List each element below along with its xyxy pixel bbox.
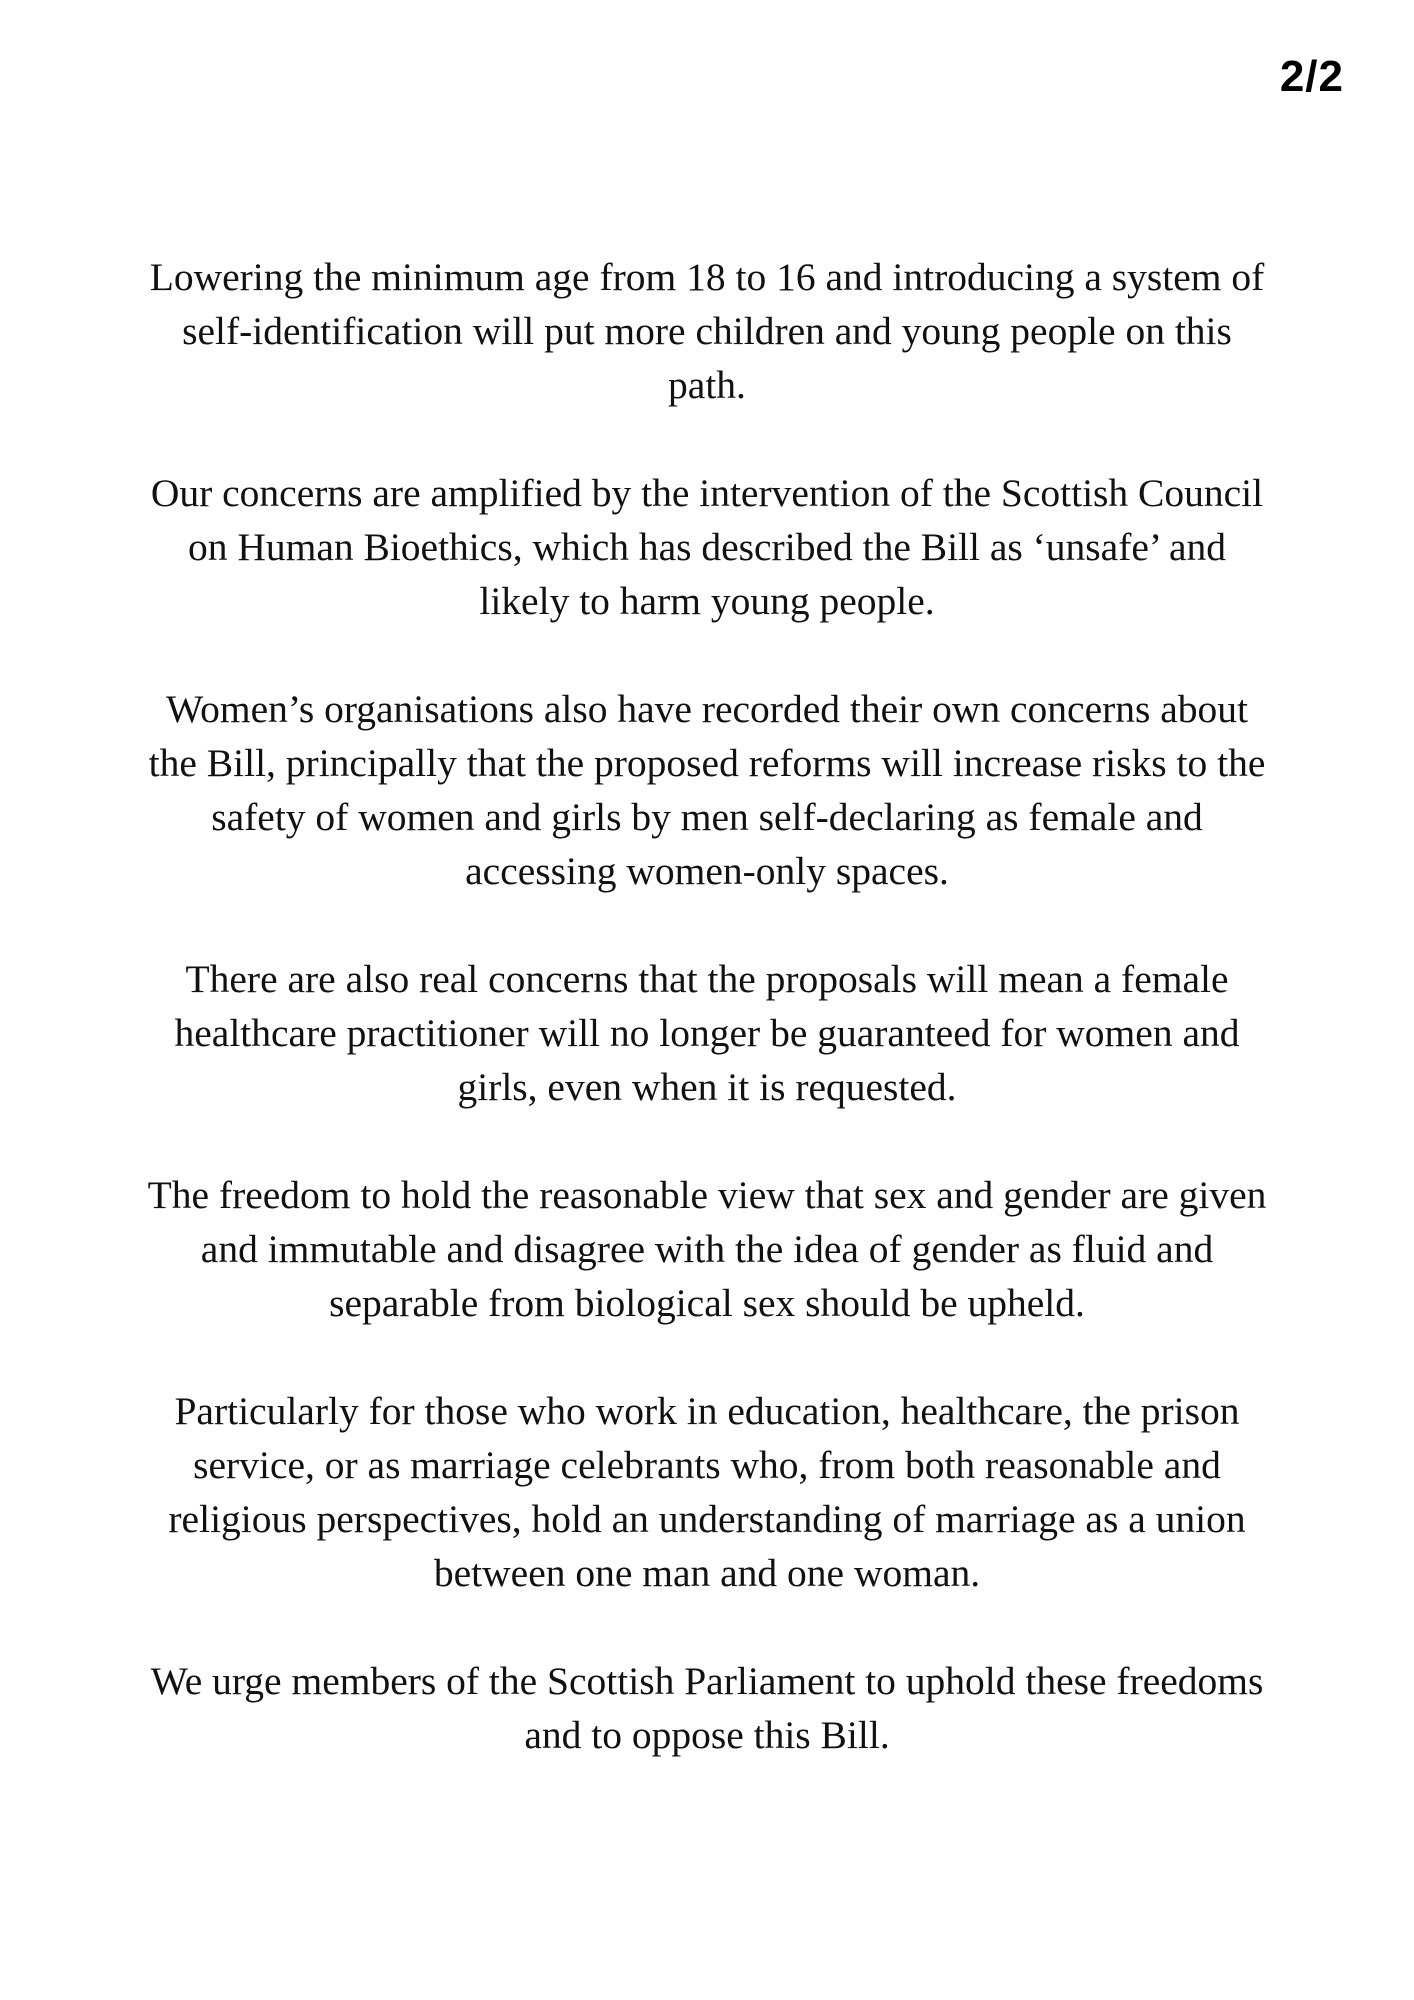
paragraph-call-to-action: We urge members of the Scottish Parliament to uphold these freedoms and to oppose this Bill.: [150, 1659, 1264, 1757]
paragraph-healthcare-practitioner: There are also real concerns that the proposals will mean a female healthcare practitioner will no longer be guaranteed for women and girls, even when it is requested.: [174, 957, 1240, 1109]
paragraph-professions: Particularly for those who work in education, healthcare, the prison service, or as marriage celebrants who, from both reasonable and religious perspectives, hold an understanding of marriage as a union between one man and one woman.: [168, 1389, 1246, 1595]
paragraph-freedom-of-view: The freedom to hold the reasonable view that sex and gender are given and immutable and disagree with the idea of gender as fluid and separable from biological sex should be upheld.: [147, 1173, 1267, 1325]
page-number: 2/2: [1279, 52, 1344, 101]
paragraph-bioethics-concerns: Our concerns are amplified by the intervention of the Scottish Council on Human Bioethics, which has described the Bill as ‘unsafe’ and likely to harm young people.: [150, 471, 1264, 623]
paragraph-age-lowering: Lowering the minimum age from 18 to 16 and introducing a system of self-identification will put more children and young people on this path.: [149, 255, 1265, 407]
letter-body: [140, 250, 1274, 1816]
paragraph-womens-organisations: Women’s organisations also have recorded their own concerns about the Bill, principally that the proposed reforms will increase risks to the safety of women and girls by men self-declaring as female and accessing women-only spaces.: [148, 687, 1266, 893]
